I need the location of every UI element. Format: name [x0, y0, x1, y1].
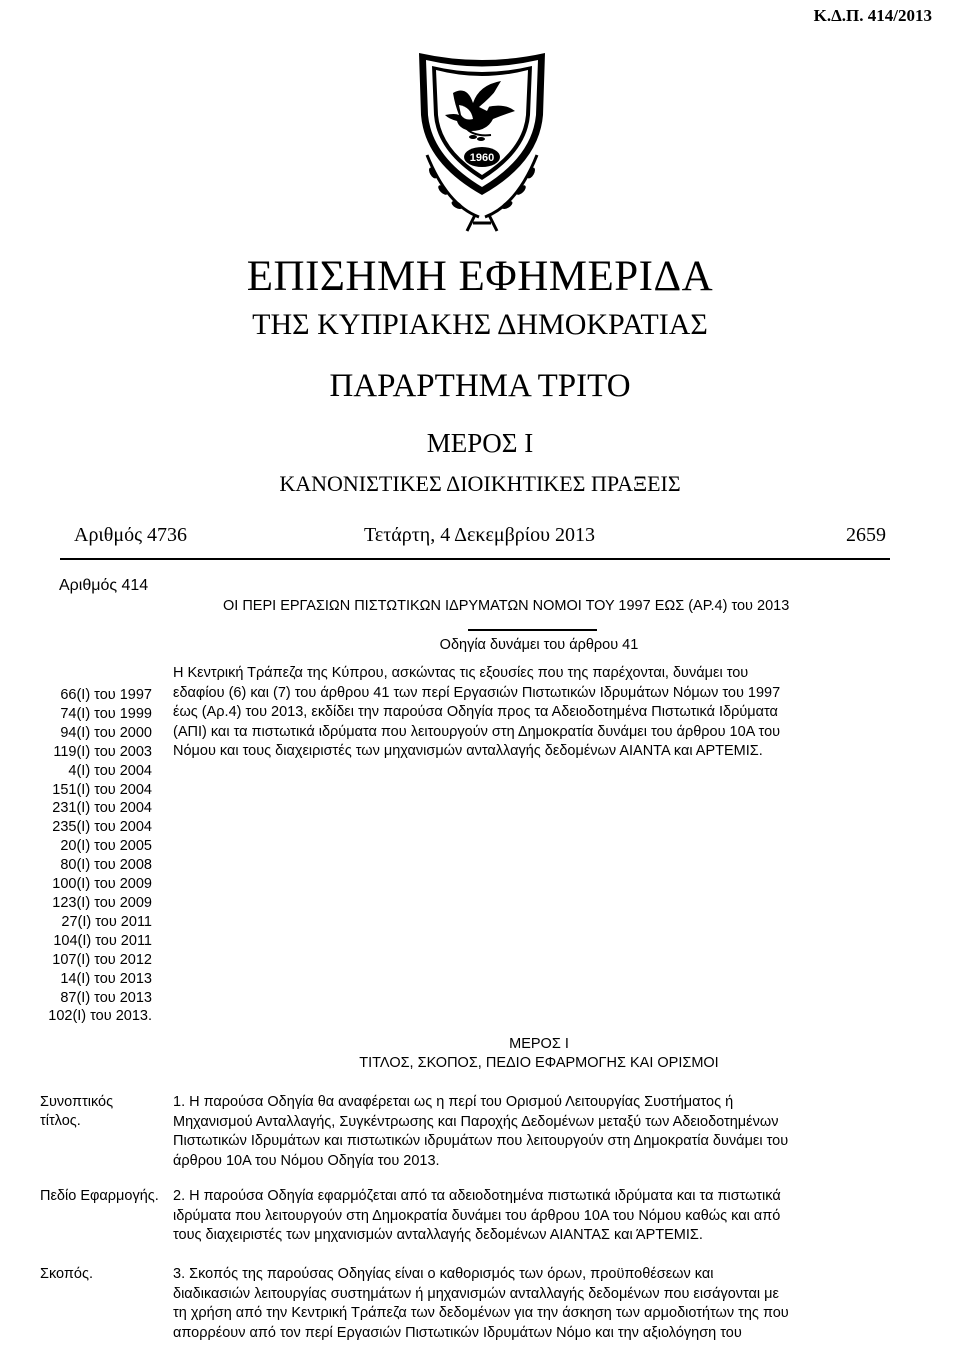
paragraph-line: 3. Σκοπός της παρούσας Οδηγίας είναι ο καθορισμός των όρων, προϋποθέσεων και — [173, 1266, 714, 1282]
margin-note-line: Συνοπτικός — [40, 1094, 114, 1110]
law-reference: 231(Ι) του 2004 — [52, 800, 152, 817]
law-references-list — [48, 686, 152, 1026]
preamble-line: έως (Αρ.4) του 2013, εκδίδει την παρούσα Οδηγία προς τα Αδειοδοτημένα Πιστωτικά Ιδρύματα — [173, 704, 778, 721]
preamble-line: Νόμου και τους διαχειριστές των μηχανισμών ανταλλαγής δεδομένων ΑΙΑΝΤΑ και ΑΡΤΕΜΙΣ. — [173, 743, 763, 760]
header-divider — [60, 558, 890, 560]
paragraph-line: Πιστωτικών Ιδρυμάτων και πιστωτικών ιδρυμάτων που λειτουργούν στη Δημοκρατία δυνάμει του — [173, 1133, 789, 1150]
law-reference: 102(Ι) του 2013. — [48, 1008, 152, 1025]
law-reference: 235(Ι) του 2004 — [52, 819, 152, 836]
law-reference: 119(Ι) του 2003 — [53, 743, 152, 760]
law-reference: 151(Ι) του 2004 — [52, 781, 152, 798]
gazette-subtitle: ΤΗΣ ΚΥΠΡΙΑΚΗΣ ΔΗΜΟΚΡΑΤΙΑΣ — [252, 308, 708, 341]
issue-number: Αριθμός 4736 — [74, 524, 188, 546]
law-reference: 66(Ι) του 1997 — [60, 687, 152, 703]
paragraph-line: 2. Η παρούσα Οδηγία εφαρμόζεται από τα αδειοδοτημένα πιστωτικά ιδρύματα και τα πιστωτικά — [173, 1188, 781, 1204]
section-3-paragraph — [173, 1265, 894, 1343]
annex-title: ΠΑΡΑΡΤΗΜΑ ΤΡΙΤΟ — [329, 368, 631, 404]
margin-note-line: Σκοπός. — [40, 1266, 93, 1282]
paragraph-line: Μηχανισμού Ανταλλαγής, Συγκέντρωσης και Παροχής Δεδομένων μεταξύ των Αδειοδοτημένων — [173, 1113, 779, 1130]
law-reference: 4(Ι) του 2004 — [68, 762, 152, 779]
paragraph-line: ιδρύματα που λειτουργούν στη Δημοκρατία δυνάμει του άρθρου 10Α του Νόμου καθώς και από — [173, 1207, 781, 1224]
directive-subtitle: Οδηγία δυνάμει του άρθρου 41 — [439, 637, 639, 653]
part-heading-title: ΤΙΤΛΟΣ, ΣΚΟΠΟΣ, ΠΕΔΙΟ ΕΦΑΡΜΟΓΗΣ ΚΑΙ ΟΡΙΣΜΟΙ — [359, 1055, 719, 1071]
law-reference: 123(Ι) του 2009 — [52, 894, 152, 911]
section-2-paragraph — [173, 1187, 894, 1246]
margin-note-short-title — [40, 1093, 113, 1130]
law-reference: 74(Ι) του 1999 — [60, 705, 152, 722]
paragraph-line: απορρέουν από τον περί Εργασιών Πιστωτικών Ιδρυμάτων Νόμο και την αξιολόγηση του — [173, 1324, 742, 1341]
preamble-line: (ΑΠΙ) και τα πιστωτικά ιδρύματα που λειτουργούν στη Δημοκρατία δυνάμει του άρθρου 10Α του — [173, 723, 781, 740]
law-reference: 27(Ι) του 2011 — [61, 913, 152, 930]
emblem-year-text: 1960 — [469, 152, 495, 164]
margin-note-line: τίτλος. — [40, 1112, 81, 1129]
law-reference: 94(Ι) του 2000 — [60, 724, 152, 741]
law-reference: 87(Ι) του 2013 — [60, 989, 152, 1006]
part-heading-block — [0, 1035, 960, 1073]
paragraph-line: τους διαχειριστές των μηχανισμών ανταλλαγής δεδομένων ΑΙΑΝΤΑΣ και ΆΡΤΕΜΙΣ. — [173, 1227, 703, 1244]
issue-date: Τετάρτη, 4 Δεκεμβρίου 2013 — [364, 524, 596, 546]
coat-of-arms-emblem — [407, 45, 557, 235]
part-title: ΜΕΡΟΣ Ι — [426, 428, 534, 458]
law-title: ΟΙ ΠΕΡΙ ΕΡΓΑΣΙΩΝ ΠΙΣΤΩΤΙΚΩΝ ΙΔΡΥΜΑΤΩΝ ΝΟΜΟΙ ΤΟΥ 1997 ΕΩΣ (ΑΡ.4) του 2013 — [223, 598, 790, 614]
document-number: Αριθμός 414 — [59, 577, 149, 594]
preamble-line: εδαφίου (6) και (7) του άρθρου 41 των περί Εργασιών Πιστωτικών Ιδρυμάτων Νόμων του 1997 — [173, 684, 781, 701]
paragraph-line: διαδικασιών λειτουργίας συστημάτων ή μηχανισμών ανταλλαγής δεδομένων που εισάγονται με — [173, 1285, 779, 1302]
issue-page-number: 2659 — [846, 524, 886, 546]
margin-note-scope — [40, 1187, 159, 1206]
section-1-paragraph — [173, 1093, 894, 1171]
preamble-paragraph — [173, 664, 894, 762]
law-reference: 100(Ι) του 2009 — [52, 876, 152, 893]
paragraph-line: τη χρήση από την Κεντρική Τράπεζα των δεδομένων για την άσκηση των αρμοδιοτήτων της που — [173, 1305, 789, 1322]
margin-note-line: Πεδίο Εφαρμογής. — [40, 1188, 159, 1204]
section-title: ΚΑΝΟΝΙΣΤΙΚΕΣ ΔΙΟΙΚΗΤΙΚΕΣ ΠΡΑΞΕΙΣ — [279, 471, 681, 496]
law-reference: 80(Ι) του 2008 — [60, 857, 152, 874]
law-reference: 20(Ι) του 2005 — [60, 838, 152, 855]
paragraph-line: 1. Η παρούσα Οδηγία θα αναφέρεται ως η περί του Ορισμού Λειτουργίας Συστήματος ή — [173, 1094, 734, 1110]
part-heading: ΜΕΡΟΣ Ι — [509, 1036, 569, 1052]
paragraph-line: άρθρου 10Α του Νόμου Οδηγία του 2013. — [173, 1152, 440, 1169]
margin-note-purpose — [40, 1265, 93, 1284]
preamble-line: Η Κεντρική Τράπεζα της Κύπρου, ασκώντας τις εξουσίες που της παρέχονται, δυνάμει του — [173, 665, 749, 681]
law-reference: 14(Ι) του 2013 — [60, 970, 152, 987]
gazette-reference-code: Κ.Δ.Π. 414/2013 — [813, 6, 932, 25]
title-underline — [468, 629, 597, 631]
gazette-title: ΕΠΙΣΗΜΗ ΕΦΗΜΕΡΙΔΑ — [246, 253, 714, 300]
law-reference: 104(Ι) του 2011 — [53, 932, 152, 949]
law-reference: 107(Ι) του 2012 — [52, 951, 152, 968]
